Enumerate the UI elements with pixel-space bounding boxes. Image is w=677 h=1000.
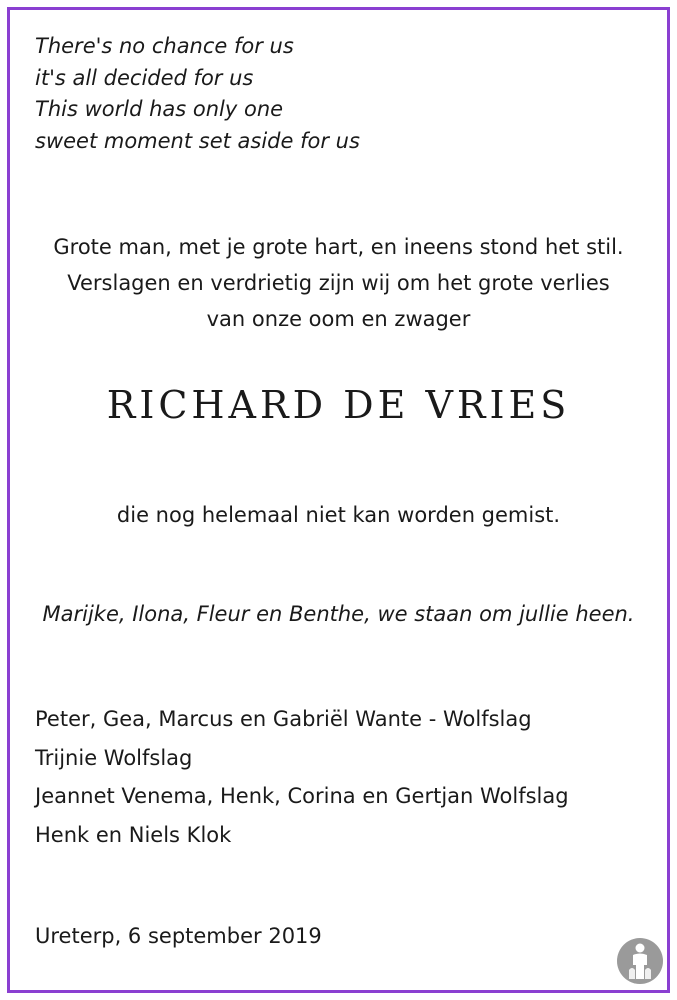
family-dedication: Marijke, Ilona, Fleur en Benthe, we staan om jullie heen. bbox=[42, 602, 635, 626]
poem-line: sweet moment set aside for us bbox=[35, 128, 360, 153]
memorial-figure-icon bbox=[616, 937, 664, 985]
place-date: Ureterp, 6 september 2019 bbox=[35, 924, 322, 948]
deceased-name: RICHARD DE VRIES bbox=[106, 383, 571, 427]
signatory-line: Henk en Niels Klok bbox=[35, 822, 232, 847]
signatory-line: Trijnie Wolfslag bbox=[35, 745, 193, 770]
missed-line: die nog helemaal niet kan worden gemist. bbox=[116, 503, 561, 527]
signatories bbox=[35, 700, 655, 854]
intro-line: Verslagen en verdrietig zijn wij om het grote verlies bbox=[67, 271, 610, 295]
intro-line: van onze oom en zwager bbox=[206, 307, 471, 331]
poem bbox=[35, 31, 635, 157]
signatory-line: Jeannet Venema, Henk, Corina en Gertjan Wolfslag bbox=[35, 784, 569, 808]
poem-line: There's no chance for us bbox=[35, 34, 294, 58]
poem-line: This world has only one bbox=[35, 97, 284, 121]
intro-text bbox=[0, 229, 677, 337]
signatory-line: Peter, Gea, Marcus en Gabriël Wante - Wolfslag bbox=[35, 707, 532, 731]
intro-line: Grote man, met je grote hart, en ineens stond het stil. bbox=[53, 235, 624, 259]
poem-line: it's all decided for us bbox=[35, 65, 254, 90]
